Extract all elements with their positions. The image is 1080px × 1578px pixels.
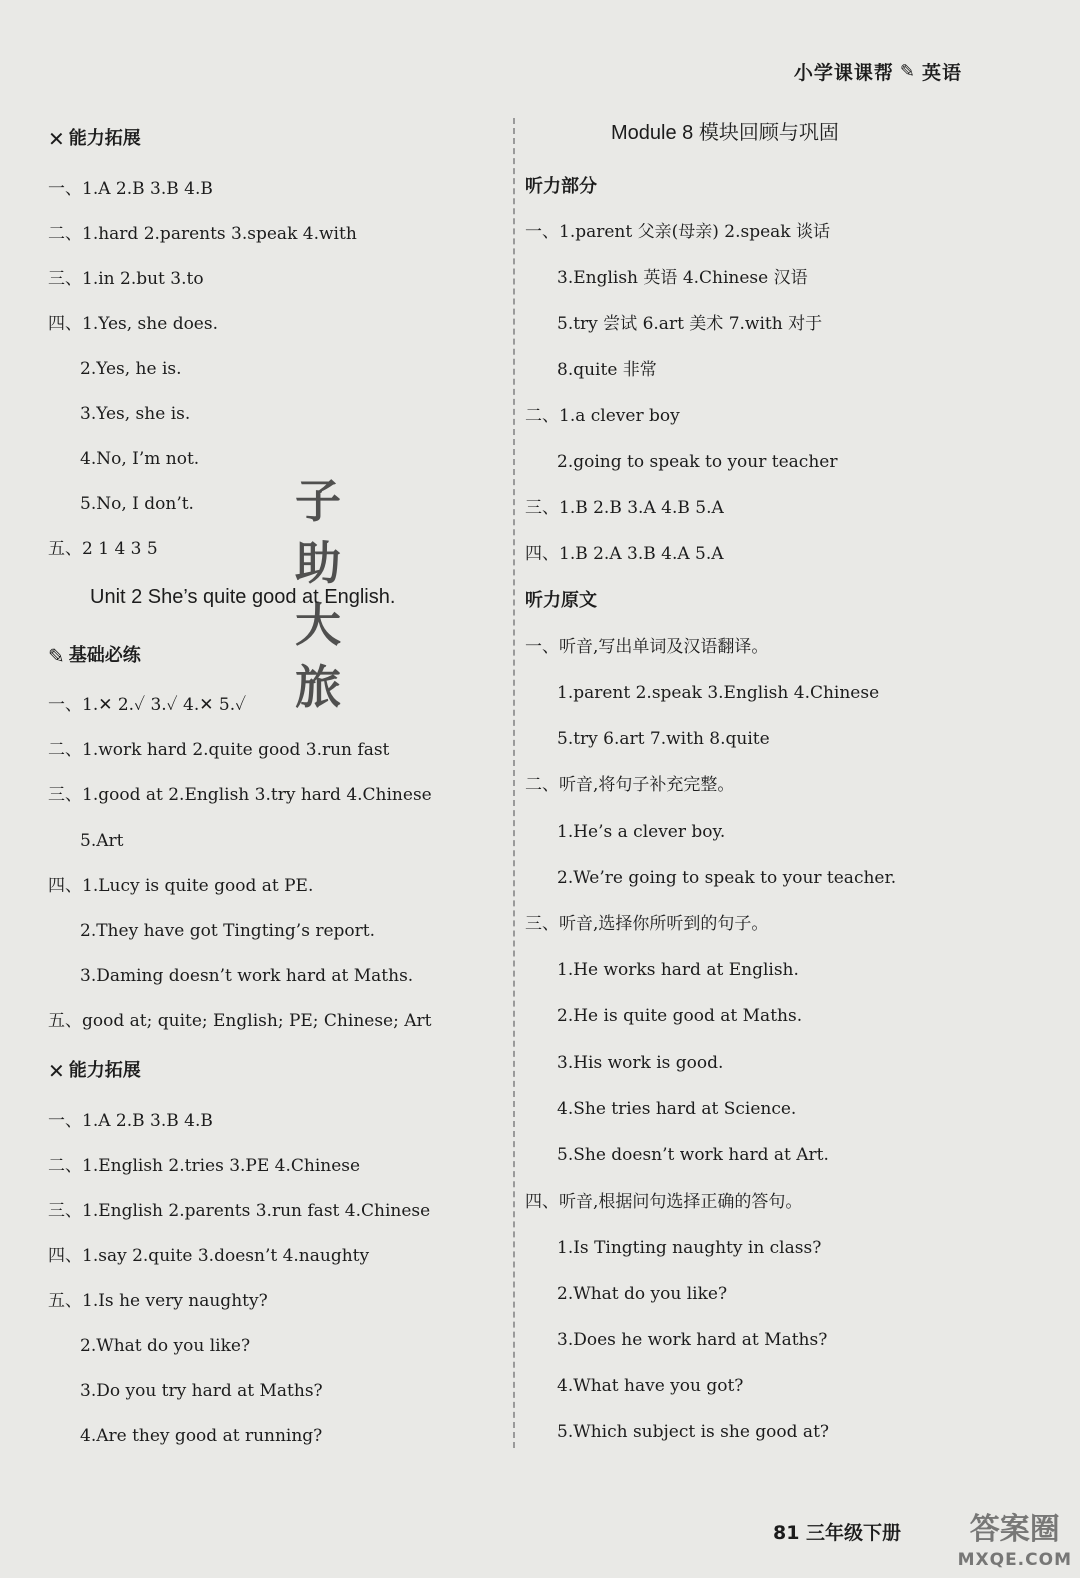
script-line: 1.He works hard at English. <box>557 960 799 980</box>
handwritten-characters: 子 助 大 旅 <box>295 474 341 714</box>
header-subject: 英语 <box>921 62 962 84</box>
column-divider <box>513 118 515 1448</box>
answer-line: 二、1.a clever boy <box>525 406 680 426</box>
listening-section-heading: 听力部分 <box>525 176 597 197</box>
page-footer: 81 三年级下册 <box>773 1522 902 1544</box>
script-line: 四、听音,根据问句选择正确的答句。 <box>525 1192 803 1212</box>
answer-line: 一、1.A 2.B 3.B 4.B <box>48 179 213 199</box>
unit-title: Unit 2 She’s quite good at English. <box>90 586 396 608</box>
answer-line: 三、1.B 2.B 3.A 4.B 5.A <box>525 498 724 518</box>
answer-line: 3.English 英语 4.Chinese 汉语 <box>557 268 808 288</box>
answer-line: 五、1.Is he very naughty? <box>48 1291 268 1311</box>
script-line: 2.What do you like? <box>557 1284 728 1304</box>
answer-line: 二、1.hard 2.parents 3.speak 4.with <box>48 224 357 244</box>
script-line: 2.We’re going to speak to your teacher. <box>557 868 897 888</box>
answer-line: 五、2 1 4 3 5 <box>48 539 158 559</box>
script-line: 二、听音,将句子补充完整。 <box>525 775 735 795</box>
cross-tools-icon: ✕ <box>48 127 65 151</box>
module-title: Module 8 模块回顾与巩固 <box>611 122 839 144</box>
answer-line: 4.Are they good at running? <box>80 1426 323 1446</box>
script-line: 3.Does he work hard at Maths? <box>557 1330 828 1350</box>
pencil-icon: ✎ <box>48 644 65 668</box>
cross-tools-icon: ✕ <box>48 1059 65 1083</box>
answer-line: 2.Yes, he is. <box>80 359 182 379</box>
section-heading-ability-2: ✕ 能力拓展 <box>48 1059 141 1083</box>
listening-script-heading: 听力原文 <box>525 590 597 611</box>
answer-line: 二、1.work hard 2.quite good 3.run fast <box>48 740 390 760</box>
answer-line: 4.No, I’m not. <box>80 449 200 469</box>
script-line: 2.He is quite good at Maths. <box>557 1006 803 1026</box>
header-title: 小学课课帮 <box>793 62 894 84</box>
answer-line: 四、1.Lucy is quite good at PE. <box>48 876 314 896</box>
answer-line: 三、1.English 2.parents 3.run fast 4.Chinese <box>48 1201 431 1221</box>
answer-line: 3.Do you try hard at Maths? <box>80 1381 323 1401</box>
script-line: 4.She tries hard at Science. <box>557 1099 797 1119</box>
script-line: 1.Is Tingting naughty in class? <box>557 1238 822 1258</box>
script-line: 1.parent 2.speak 3.English 4.Chinese <box>557 683 880 703</box>
answer-line: 二、1.English 2.tries 3.PE 4.Chinese <box>48 1156 361 1176</box>
answer-line: 3.Yes, she is. <box>80 404 191 424</box>
answer-line: 三、1.good at 2.English 3.try hard 4.Chinese <box>48 785 432 805</box>
answer-line: 一、1.A 2.B 3.B 4.B <box>48 1111 213 1131</box>
script-line: 5.She doesn’t work hard at Art. <box>557 1145 829 1165</box>
script-line: 1.He’s a clever boy. <box>557 822 726 842</box>
answer-line: 5.try 尝试 6.art 美术 7.with 对于 <box>557 314 823 334</box>
answer-line: 5.Art <box>80 831 124 851</box>
script-line: 一、听音,写出单词及汉语翻译。 <box>525 637 769 657</box>
answer-line: 3.Daming doesn’t work hard at Maths. <box>80 966 414 986</box>
page-header <box>794 58 962 85</box>
script-line: 4.What have you got? <box>557 1376 744 1396</box>
answer-line: 一、1.✕ 2.✓ 3.✓ 4.✕ 5.✓ <box>48 695 247 715</box>
answer-line: 8.quite 非常 <box>557 360 657 380</box>
script-line: 5.try 6.art 7.with 8.quite <box>557 729 770 749</box>
answer-line: 四、1.say 2.quite 3.doesn’t 4.naughty <box>48 1246 370 1266</box>
script-line: 5.Which subject is she good at? <box>557 1422 830 1442</box>
section-heading-basic: ✎ 基础必练 <box>48 644 141 668</box>
answer-line: 5.No, I don’t. <box>80 494 194 514</box>
answer-line: 五、good at; quite; English; PE; Chinese; Art <box>48 1011 432 1031</box>
answer-line: 2.They have got Tingting’s report. <box>80 921 375 941</box>
answer-line: 四、1.Yes, she does. <box>48 314 218 334</box>
script-line: 3.His work is good. <box>557 1053 724 1073</box>
answer-line: 四、1.B 2.A 3.B 4.A 5.A <box>525 544 724 564</box>
section-heading-ability-1: ✕ 能力拓展 <box>48 127 141 151</box>
answer-line: 2.What do you like? <box>80 1336 251 1356</box>
script-line: 三、听音,选择你所听到的句子。 <box>525 914 769 934</box>
pen-icon: ✎ <box>899 61 916 82</box>
answer-line: 三、1.in 2.but 3.to <box>48 269 204 289</box>
site-watermark: 答案圈 MXQE.COM <box>957 1512 1072 1570</box>
answer-line: 一、1.parent 父亲(母亲) 2.speak 谈话 <box>525 222 831 242</box>
answer-line: 2.going to speak to your teacher <box>557 452 838 472</box>
